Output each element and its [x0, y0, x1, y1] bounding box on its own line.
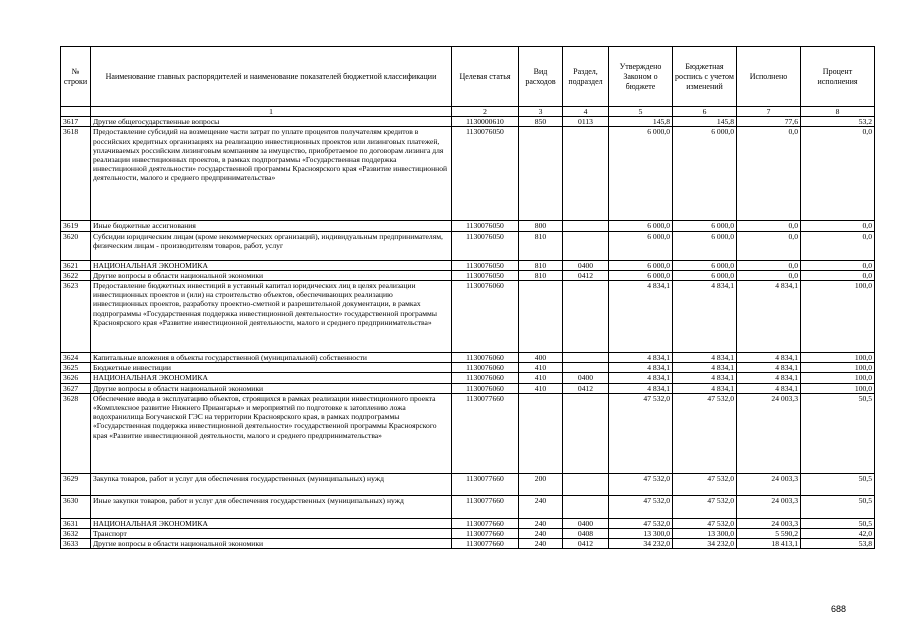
cell-name: Другие вопросы в области национальной экономики: [91, 539, 452, 549]
cell-razdel: [563, 495, 609, 518]
cell-razdel: [563, 221, 609, 231]
cell-name: Другие вопросы в области национальной экономики: [91, 383, 452, 393]
cell-approved: 6 000,0: [609, 231, 673, 260]
cell-target: 1130077660: [452, 518, 519, 528]
cell-target: 1130077660: [452, 495, 519, 518]
cell-rospis: 6 000,0: [673, 221, 737, 231]
cell-num: 3631: [61, 518, 91, 528]
table-row: [61, 529, 875, 539]
cell-razdel: [563, 231, 609, 260]
table-row: [61, 363, 875, 373]
cell-razdel: 0412: [563, 539, 609, 549]
cell-done: 4 834,1: [737, 383, 801, 393]
cell-name: Субсидии юридическим лицам (кроме некоммерческих организаций), индивидуальным предпринимателям, физическим лицам - производителям товаров, работ, услуг: [91, 231, 452, 260]
budget-table: [60, 46, 875, 549]
cell-target: 1130076050: [452, 231, 519, 260]
header-target: Целевая статья: [452, 47, 519, 107]
cell-rospis: 4 834,1: [673, 383, 737, 393]
cell-done: 0,0: [737, 260, 801, 270]
table-row: [61, 518, 875, 528]
header-num: № строки: [61, 47, 91, 107]
table-row: [61, 117, 875, 127]
table-row: [61, 260, 875, 270]
cell-num: 3619: [61, 221, 91, 231]
cell-percent: 53,2: [801, 117, 875, 127]
cell-approved: 6 000,0: [609, 127, 673, 221]
cell-target: 1130076060: [452, 363, 519, 373]
cell-percent: 53,8: [801, 539, 875, 549]
cell-razdel: 0400: [563, 518, 609, 528]
column-number-row: [61, 107, 875, 117]
colnum-6: 6: [673, 107, 737, 117]
header-approved: Утверждено Законом о бюджете: [609, 47, 673, 107]
header-percent: Процент исполнения: [801, 47, 875, 107]
header-razdel: Раздел, подраздел: [563, 47, 609, 107]
cell-name: Другие вопросы в области национальной экономики: [91, 270, 452, 280]
colnum-3: 3: [519, 107, 563, 117]
cell-target: 1130076050: [452, 260, 519, 270]
cell-approved: 4 834,1: [609, 383, 673, 393]
cell-target: 1130076050: [452, 127, 519, 221]
cell-percent: 0,0: [801, 260, 875, 270]
cell-vid: 410: [519, 383, 563, 393]
cell-razdel: 0412: [563, 383, 609, 393]
cell-razdel: 0408: [563, 529, 609, 539]
cell-vid: 800: [519, 221, 563, 231]
cell-name: НАЦИОНАЛЬНАЯ ЭКОНОМИКА: [91, 518, 452, 528]
header-done: Исполнено: [737, 47, 801, 107]
cell-vid: 410: [519, 373, 563, 383]
cell-approved: 4 834,1: [609, 281, 673, 353]
cell-vid: 810: [519, 270, 563, 280]
colnum-7: 7: [737, 107, 801, 117]
cell-num: 3620: [61, 231, 91, 260]
cell-approved: 47 532,0: [609, 495, 673, 518]
header-name: Наименование главных распорядителей и наименование показателей бюджетной классификации: [91, 47, 452, 107]
cell-approved: 6 000,0: [609, 270, 673, 280]
cell-rospis: 6 000,0: [673, 260, 737, 270]
cell-done: 5 590,2: [737, 529, 801, 539]
cell-percent: 100,0: [801, 281, 875, 353]
cell-rospis: 145,8: [673, 117, 737, 127]
cell-percent: 0,0: [801, 270, 875, 280]
cell-done: 0,0: [737, 127, 801, 221]
colnum-blank: [61, 107, 91, 117]
page-number: 688: [831, 604, 847, 614]
table-row: [61, 473, 875, 495]
cell-name: НАЦИОНАЛЬНАЯ ЭКОНОМИКА: [91, 373, 452, 383]
cell-done: 24 003,3: [737, 518, 801, 528]
cell-name: Предоставление субсидий на возмещение части затрат по уплате процентов получателям кредитов в российских кредитных организациях на реализацию инвестиционных проектов или лизинговых платежей, уплачиваемых российским лизинговым компаниям за имущество, приобретаемое по договорам лизинга для реализации инвестиционных проектов, в рамках подпрограммы «Государственная поддержка инвестиционной деятельности» государственной программы Красноярского края «Развитие инвестиционной деятельности, малого и среднего предпринимательства»: [91, 127, 452, 221]
cell-vid: 810: [519, 231, 563, 260]
cell-rospis: 4 834,1: [673, 353, 737, 363]
cell-percent: 0,0: [801, 127, 875, 221]
cell-rospis: 4 834,1: [673, 281, 737, 353]
cell-target: 1130076060: [452, 383, 519, 393]
cell-razdel: [563, 281, 609, 353]
cell-vid: [519, 127, 563, 221]
cell-target: 1130076060: [452, 373, 519, 383]
cell-num: 3618: [61, 127, 91, 221]
cell-done: 4 834,1: [737, 363, 801, 373]
cell-name: Предоставление бюджетных инвестиций в уставный капитал юридических лиц в целях реализации инвестиционных проектов и (или) на строительство объектов, обеспечивающих реализацию инвестиционных проектов, разработку проектно-сметной и разрешительной документации, в рамках подпрограммы «Государственная поддержка инвестиционной деятельности» государственной программы Красноярского края «Развитие инвестиционной деятельности, малого и среднего предпринимательства»: [91, 281, 452, 353]
cell-target: 1130076060: [452, 281, 519, 353]
colnum-5: 5: [609, 107, 673, 117]
cell-num: 3629: [61, 473, 91, 495]
cell-num: 3625: [61, 363, 91, 373]
cell-target: 1130076060: [452, 353, 519, 363]
header-rospis: Бюджетная роспись с учетом изменений: [673, 47, 737, 107]
cell-approved: 47 532,0: [609, 393, 673, 473]
cell-rospis: 47 532,0: [673, 393, 737, 473]
cell-done: 4 834,1: [737, 373, 801, 383]
colnum-1: 1: [91, 107, 452, 117]
cell-num: 3628: [61, 393, 91, 473]
cell-vid: 810: [519, 260, 563, 270]
cell-razdel: 0400: [563, 373, 609, 383]
cell-razdel: [563, 127, 609, 221]
cell-name: Обеспечение ввода в эксплуатацию объектов, строящихся в рамках реализации инвестиционного проекта «Комплексное развитие Нижнего Приангарья» и мероприятий по подготовке к затоплению ложа водохранилища Богучанской ГЭС на территории Красноярского края, в рамках подпрограммы «Государственная поддержка инвестиционной деятельности» государственной программы Красноярского края «Развитие инвестиционной деятельности, малого и среднего предпринимательства»: [91, 393, 452, 473]
cell-done: 18 413,1: [737, 539, 801, 549]
cell-razdel: 0400: [563, 260, 609, 270]
cell-target: 1130076050: [452, 270, 519, 280]
cell-razdel: [563, 393, 609, 473]
table-row: [61, 383, 875, 393]
cell-rospis: 6 000,0: [673, 127, 737, 221]
cell-percent: 100,0: [801, 353, 875, 363]
cell-approved: 6 000,0: [609, 221, 673, 231]
cell-target: 1130077660: [452, 393, 519, 473]
cell-rospis: 6 000,0: [673, 270, 737, 280]
cell-rospis: 13 300,0: [673, 529, 737, 539]
cell-done: 4 834,1: [737, 281, 801, 353]
cell-vid: 240: [519, 518, 563, 528]
table-row: [61, 270, 875, 280]
cell-num: 3630: [61, 495, 91, 518]
table-header-row: [61, 47, 875, 107]
cell-vid: 850: [519, 117, 563, 127]
table-row: [61, 393, 875, 473]
table-row: [61, 231, 875, 260]
cell-num: 3623: [61, 281, 91, 353]
cell-percent: 0,0: [801, 231, 875, 260]
colnum-4: 4: [563, 107, 609, 117]
table-row: [61, 373, 875, 383]
table-row: [61, 221, 875, 231]
cell-approved: 4 834,1: [609, 353, 673, 363]
table-row: [61, 353, 875, 363]
cell-approved: 6 000,0: [609, 260, 673, 270]
cell-rospis: 47 532,0: [673, 495, 737, 518]
cell-percent: 100,0: [801, 383, 875, 393]
cell-percent: 50,5: [801, 518, 875, 528]
cell-razdel: [563, 473, 609, 495]
cell-target: 1130077660: [452, 473, 519, 495]
cell-done: 24 003,3: [737, 495, 801, 518]
cell-num: 3617: [61, 117, 91, 127]
cell-target: 1130077660: [452, 539, 519, 549]
cell-approved: 145,8: [609, 117, 673, 127]
cell-num: 3621: [61, 260, 91, 270]
cell-vid: 400: [519, 353, 563, 363]
cell-percent: 50,5: [801, 495, 875, 518]
cell-approved: 47 532,0: [609, 518, 673, 528]
table-row: [61, 127, 875, 221]
cell-target: 1130000610: [452, 117, 519, 127]
cell-approved: 4 834,1: [609, 373, 673, 383]
cell-razdel: [563, 353, 609, 363]
cell-num: 3633: [61, 539, 91, 549]
cell-razdel: 0113: [563, 117, 609, 127]
cell-percent: 50,5: [801, 393, 875, 473]
table-row: [61, 539, 875, 549]
cell-name: НАЦИОНАЛЬНАЯ ЭКОНОМИКА: [91, 260, 452, 270]
cell-rospis: 47 532,0: [673, 518, 737, 528]
cell-done: 24 003,3: [737, 473, 801, 495]
cell-rospis: 4 834,1: [673, 363, 737, 373]
header-vid: Вид расходов: [519, 47, 563, 107]
cell-vid: 240: [519, 495, 563, 518]
table-row: [61, 495, 875, 518]
cell-vid: 240: [519, 539, 563, 549]
cell-done: 0,0: [737, 231, 801, 260]
cell-done: 77,6: [737, 117, 801, 127]
cell-done: 0,0: [737, 221, 801, 231]
cell-rospis: 4 834,1: [673, 373, 737, 383]
cell-vid: 200: [519, 473, 563, 495]
cell-rospis: 34 232,0: [673, 539, 737, 549]
colnum-8: 8: [801, 107, 875, 117]
cell-vid: [519, 281, 563, 353]
cell-name: Другие общегосударственные вопросы: [91, 117, 452, 127]
cell-name: Бюджетные инвестиции: [91, 363, 452, 373]
cell-vid: 240: [519, 529, 563, 539]
cell-percent: 42,0: [801, 529, 875, 539]
cell-done: 24 003,3: [737, 393, 801, 473]
cell-done: 4 834,1: [737, 353, 801, 363]
cell-approved: 4 834,1: [609, 363, 673, 373]
cell-percent: 0,0: [801, 221, 875, 231]
cell-razdel: 0412: [563, 270, 609, 280]
cell-percent: 50,5: [801, 473, 875, 495]
cell-rospis: 6 000,0: [673, 231, 737, 260]
table-row: [61, 281, 875, 353]
cell-num: 3626: [61, 373, 91, 383]
cell-num: 3622: [61, 270, 91, 280]
cell-approved: 47 532,0: [609, 473, 673, 495]
cell-razdel: [563, 363, 609, 373]
cell-num: 3632: [61, 529, 91, 539]
colnum-2: 2: [452, 107, 519, 117]
cell-target: 1130076050: [452, 221, 519, 231]
cell-name: Капитальные вложения в объекты государственной (муниципальной) собственности: [91, 353, 452, 363]
cell-name: Закупка товаров, работ и услуг для обеспечения государственных (муниципальных) нужд: [91, 473, 452, 495]
cell-percent: 100,0: [801, 363, 875, 373]
cell-name: Иные закупки товаров, работ и услуг для обеспечения государственных (муниципальных) нужд: [91, 495, 452, 518]
cell-name: Транспорт: [91, 529, 452, 539]
cell-num: 3627: [61, 383, 91, 393]
cell-rospis: 47 532,0: [673, 473, 737, 495]
cell-vid: [519, 393, 563, 473]
cell-vid: 410: [519, 363, 563, 373]
cell-percent: 100,0: [801, 373, 875, 383]
cell-approved: 34 232,0: [609, 539, 673, 549]
cell-approved: 13 300,0: [609, 529, 673, 539]
cell-target: 1130077660: [452, 529, 519, 539]
cell-done: 0,0: [737, 270, 801, 280]
cell-name: Иные бюджетные ассигнования: [91, 221, 452, 231]
cell-num: 3624: [61, 353, 91, 363]
